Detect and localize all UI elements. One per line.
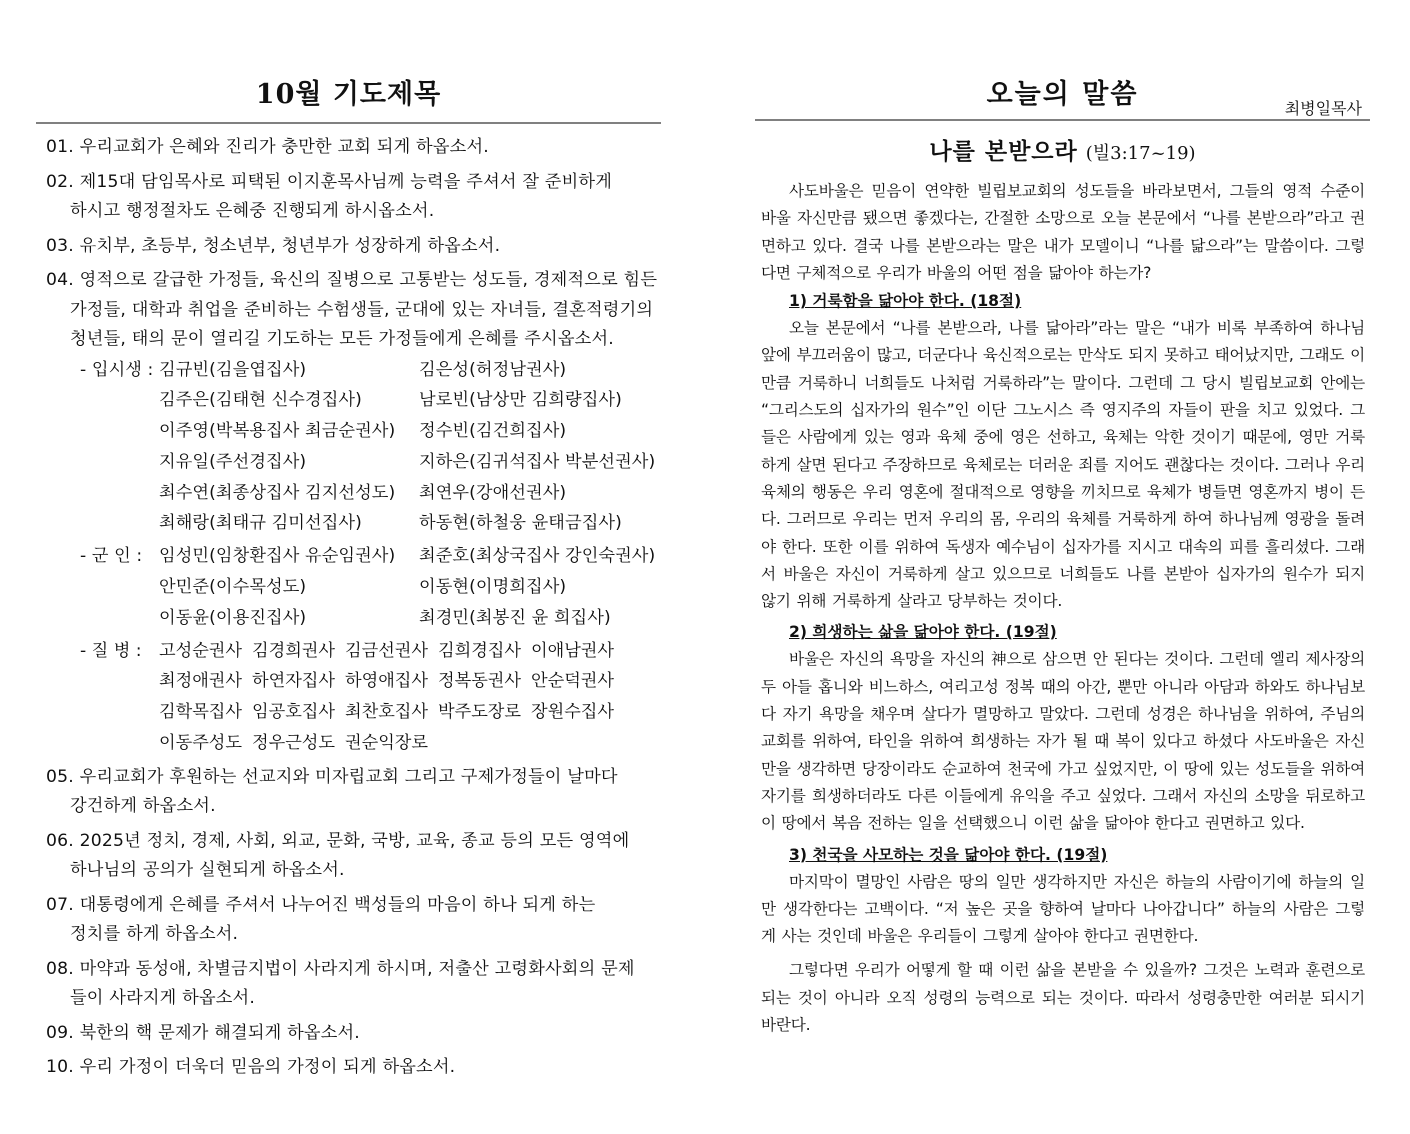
name-entry: 지하은(김귀석집사 박분선권사) xyxy=(419,451,656,472)
name-entry: 김금선권사 xyxy=(345,640,429,661)
prayer-text: 제15대 담임목사로 피택된 이지훈목사님께 능력을 주셔서 잘 준비하게 xyxy=(79,171,613,192)
name-entry: 지유일(주선경집사) xyxy=(159,451,307,472)
name-entry: 김은성(허정남권사) xyxy=(419,359,567,380)
sermon-section-title: 오늘의 말씀 xyxy=(986,79,1139,110)
prayer-item-07 xyxy=(46,891,661,950)
name-entry: 이애남권사 xyxy=(531,640,615,661)
name-entry: 장원수집사 xyxy=(531,702,615,723)
name-entry: 안민준(이수목성도) xyxy=(159,577,307,598)
prayer-text: 우리교회가 후원하는 선교지와 미자립교회 그리고 구제가정들이 날마다 xyxy=(79,766,618,787)
prayer-text-cont: 가정들, 대학과 취업을 준비하는 수험생들, 군대에 있는 자녀들, 결혼적령기의 xyxy=(70,299,654,320)
prayer-item-10 xyxy=(46,1053,661,1083)
prayer-text-cont: 하시고 행정절차도 은혜중 진행되게 하시옵소서. xyxy=(70,201,435,221)
name-entry: 최수연(최종상집사 김지선성도) xyxy=(159,482,396,503)
sermon-body xyxy=(761,178,1365,1039)
prayer-number: 05. xyxy=(46,766,74,787)
section-heading-1: 1) 거룩함을 닮아야 한다. (18절) xyxy=(789,292,1022,311)
prayer-text-cont: 하나님의 공의가 실현되게 하옵소서. xyxy=(70,860,345,881)
sermon-heading xyxy=(755,133,1370,166)
name-entry: 최정애권사 xyxy=(159,671,243,692)
name-entry: 김주은(김태현 신수경집사) xyxy=(159,390,362,411)
category-label: - 질 병 : xyxy=(80,640,142,661)
prayer-number: 04. xyxy=(46,270,74,290)
name-entry: 박주도장로 xyxy=(438,702,522,723)
name-entry: 하영애집사 xyxy=(345,671,429,692)
sermon-intro-paragraph: 사도바울은 믿음이 연약한 빌립보교회의 성도들을 바라보면서, 그들의 영적 수준이 바울 자신만큼 됐으면 좋겠다는, 간절한 소망으로 오늘 본문에서 “나를 본받으라”라고 권면하고 있다. 결국 나를 본받으라는 말은 내가 모델이니 “나를 닮으라”는 말씀이다. 그렇다면 구체적으로 우리가 바울의 어떤 점을 닮아야 하는가? xyxy=(761,182,1365,282)
section-paragraph-2: 바울은 자신의 욕망을 자신의 神으로 삼으면 안 된다는 것이다. 그런데 엘리 제사장의 두 아들 홉니와 비느하스, 여리고성 정복 때의 아간, 뿐만 아니라 아담과 하와도 하나님보다 자기 욕망을 채우며 살다가 멸망하고 말았다. 그런데 성경은 하나님을 위하여, 주님의 교회를 위하여, 타인을 위하여 희생하는 자가 될 때 복이 있다고 하셨다 사도바울은 자신만을 생각하면 당장이라도 순교하여 천국에 가고 싶었지만, 이 땅에 있는 성도들을 위하여 자기를 희생하더라도 다른 이들에게 유익을 주고 싶었다. 그래서 자신의 소망을 뒤로하고 이 땅에서 복음 전하는 일을 선택했으니 이런 삶을 닮아야 한다고 권면하고 있다. xyxy=(761,650,1365,833)
prayer-text: 우리 가정이 더욱더 믿음의 가정이 되게 하옵소서. xyxy=(79,1057,456,1078)
category-label: - 입시생 : xyxy=(80,359,154,380)
prayer-item-01 xyxy=(46,133,661,163)
name-entry: 최찬호집사 xyxy=(345,702,429,723)
name-entry: 정수빈(김건희집사) xyxy=(419,421,567,442)
prayer-text-cont: 정치를 하게 하옵소서. xyxy=(70,924,239,945)
prayer-item-03 xyxy=(46,232,661,262)
soldiers-list xyxy=(46,541,661,633)
name-entry: 김규빈(김을엽집사) xyxy=(159,359,307,380)
prayer-number: 07. xyxy=(46,894,74,915)
category-label: - 군 인 : xyxy=(80,546,143,567)
prayer-text: 마약과 동성애, 차별금지법이 사라지게 하시며, 저출산 고령화사회의 문제 xyxy=(79,958,635,979)
name-entry: 최연우(강애선권사) xyxy=(419,482,567,503)
prayer-item-05 xyxy=(46,763,661,822)
name-entry: 김희경집사 xyxy=(438,640,522,661)
illness-list xyxy=(46,636,661,759)
prayer-item-09 xyxy=(46,1019,661,1049)
prayer-list xyxy=(46,133,661,1088)
prayer-text: 2025년 정치, 경제, 사회, 외교, 문화, 국방, 교육, 종교 등의 모든 영역에 xyxy=(79,830,630,851)
prayer-text: 대통령에게 은혜를 주셔서 나누어진 백성들의 마음이 하나 되게 하는 xyxy=(79,894,596,915)
name-entry: 정우근성도 xyxy=(252,733,336,754)
name-entry: 이동현(이명희집사) xyxy=(419,577,567,598)
prayer-item-02 xyxy=(46,168,661,227)
author-name: 최병일목사 xyxy=(1284,99,1362,118)
prayer-text-cont: 청년들, 태의 문이 열리길 기도하는 모든 가정들에게 은혜를 주시옵소서. xyxy=(70,329,614,349)
name-entry: 하연자집사 xyxy=(252,671,336,692)
prayer-number: 09. xyxy=(46,1022,74,1043)
name-entry: 고성순권사 xyxy=(159,640,243,661)
name-entry: 최준호(최상국집사 강인숙권사) xyxy=(419,546,656,567)
spacer xyxy=(761,950,1365,957)
prayer-number: 08. xyxy=(46,958,74,979)
name-entry: 하동현(하철웅 윤태금집사) xyxy=(419,513,622,534)
conclusion-paragraph: 그렇다면 우리가 어떻게 할 때 이런 삶을 본받을 수 있을까? 그것은 노력과 훈련으로 되는 것이 아니라 오직 성령의 능력으로 되는 것이다. 따라서 성령충만한 여러분 되시기 바란다. xyxy=(761,961,1365,1035)
name-entry: 김경희권사 xyxy=(252,640,336,661)
section-paragraph-3: 마지막이 멸망인 사람은 땅의 일만 생각하지만 자신은 하늘의 사람이기에 하늘의 일만 생각한다는 고백이다. “저 높은 곳을 향하여 날마다 나아갑니다” 하늘의 사람은 그렇게 사는 것인데 바울은 우리들이 그렇게 살아야 한다고 권면한다. xyxy=(761,872,1365,946)
name-entry: 이동윤(이용진집사) xyxy=(159,607,307,628)
name-entry: 남로빈(남상만 김희량집사) xyxy=(419,390,622,411)
prayer-number: 10. xyxy=(46,1057,74,1078)
name-entry: 김학목집사 xyxy=(159,702,243,723)
prayer-item-04 xyxy=(46,266,661,355)
scripture-reference: (빌3:17~19) xyxy=(1085,143,1196,164)
sermon-column xyxy=(755,0,1370,1134)
name-entry: 이동주성도 xyxy=(159,733,243,754)
section-paragraph-1: 오늘 본문에서 “나를 본받으라, 나를 닮아라”라는 말은 “내가 비록 부족하여 하나님 앞에 부끄러움이 많고, 더군다나 육신적으로는 만삭도 되지 못하고 태어났지만, 그래도 이만큼 거룩하니 너희들도 나처럼 거룩하라”는 말이다. 그런데 그 당시 빌립보교회 안에는 “그리스도의 십자가의 원수”인 이단 그노시스 즉 영지주의 자들이 판을 치고 있었다. 그들은 사람에게 있는 영과 육체 중에 영은 선하고, 육체는 악한 것이기 때문에, 영만 거룩하게 살면 된다고 주장하므로 육체로는 더러운 죄를 지어도 괜찮다는 것이다. 그러나 우리 육체의 행동은 우리 영혼에 절대적으로 영향을 끼치므로 육체가 병들면 영혼까지 병이 든다. 그러므로 우리는 먼저 우리의 몸, 우리의 육체를 거룩하게 하여 하나님께 영광을 돌려야 한다. 또한 이를 위하여 독생자 예수님이 십자가를 지시고 대속의 피를 흘리셨다. 그래서 바울은 자신이 거룩하게 살고 있으므로 너희들도 나를 본받아 십자가의 원수가 되지 않기 위해 거룩하게 살라고 당부하는 것이다. xyxy=(761,319,1365,611)
name-entry: 최해랑(최태규 김미선집사) xyxy=(159,513,362,534)
prayer-item-06 xyxy=(46,827,661,886)
name-entry: 임성민(임창환집사 유순임권사) xyxy=(159,546,396,567)
sermon-title: 나를 본받으라 xyxy=(929,139,1078,165)
name-entry: 안순덕권사 xyxy=(531,671,615,692)
section-heading-3: 3) 천국을 사모하는 것을 닮아야 한다. (19절) xyxy=(789,845,1108,864)
prayer-topics-column xyxy=(36,0,661,1134)
prayer-number: 06. xyxy=(46,830,74,851)
prayer-text: 북한의 핵 문제가 해결되게 하옵소서. xyxy=(79,1022,360,1043)
prayer-text: 영적으로 갈급한 가정들, 육신의 질병으로 고통받는 성도들, 경제적으로 힘든 xyxy=(79,270,658,290)
prayer-number: 02. xyxy=(46,171,74,192)
prayer-number: 01. xyxy=(46,137,74,157)
name-entry: 임공호집사 xyxy=(252,702,336,723)
prayer-text: 우리교회가 은혜와 진리가 충만한 교회 되게 하옵소서. xyxy=(79,137,489,157)
exam-students-list xyxy=(46,355,661,540)
prayer-text: 유치부, 초등부, 청소년부, 청년부가 성장하게 하옵소서. xyxy=(79,235,501,256)
name-entry: 최경민(최봉진 윤 희집사) xyxy=(419,607,611,628)
title-divider xyxy=(755,119,1370,121)
name-entry: 이주영(박복용집사 최금순권사) xyxy=(159,421,396,442)
prayer-text-cont: 강건하게 하옵소서. xyxy=(70,796,216,817)
title-divider xyxy=(36,122,661,124)
name-entry: 정복동권사 xyxy=(438,671,522,692)
prayer-number: 03. xyxy=(46,235,74,256)
prayer-topics-title: 10월 기도제목 xyxy=(255,79,442,110)
prayer-text-cont: 들이 사라지게 하옵소서. xyxy=(70,988,256,1009)
section-heading-2: 2) 희생하는 삶을 닮아야 한다. (19절) xyxy=(789,623,1057,642)
name-entry: 권순익장로 xyxy=(345,733,429,754)
prayer-item-08 xyxy=(46,955,661,1014)
